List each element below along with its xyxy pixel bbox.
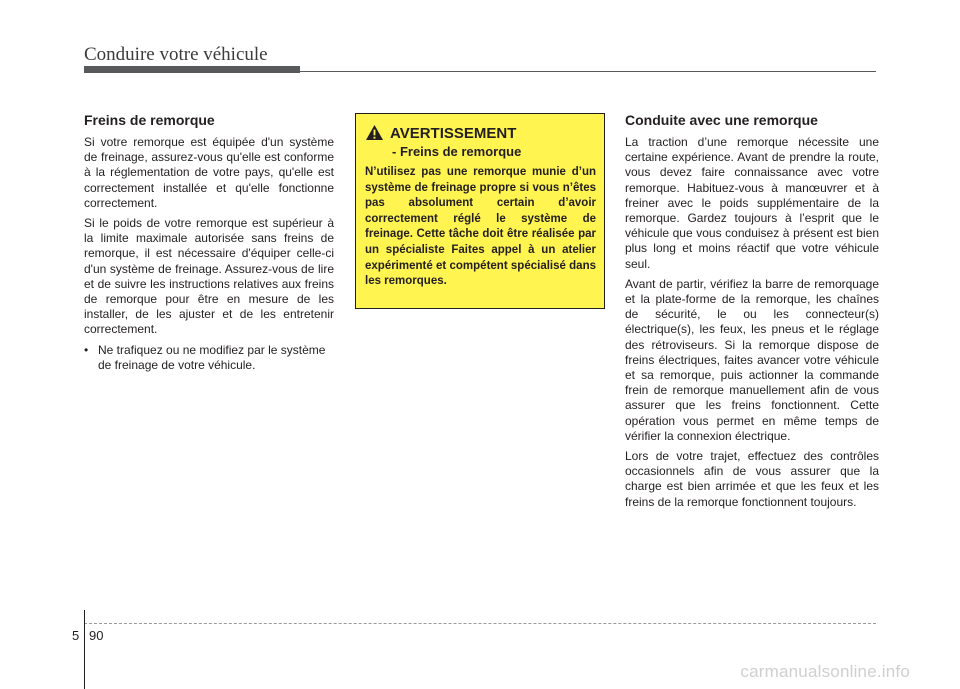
right-column — [625, 112, 879, 515]
header-rule-thin — [300, 71, 876, 72]
bullet-text: Ne trafiquez ou ne modifiez par le système de freinage de votre véhicule. — [98, 342, 326, 372]
warning-subtitle: - Freins de remorque — [392, 144, 522, 159]
warning-text: N’utilisez pas une remorque munie d’un système de freinage propre si vous n’êtes pas absolument certain d’avoir correctement réglé le système de freinage. Cette tâche doit être réalisée par un spécialiste Faites appel à un atelier expérimenté et compétent spécialisé dans les remorques. — [365, 166, 596, 288]
footer-divider — [84, 610, 85, 689]
section-heading-trailer-brakes: Freins de remorque — [84, 112, 215, 128]
bullet-item — [84, 343, 334, 373]
header-rule-thick — [84, 66, 300, 73]
paragraph: Avant de partir, vérifiez la barre de remorquage et la plate-forme de la remorque, les chaînes de sécurité, le ou les connecteur(s) électrique(s), les feux, les pneus et le réglage des rétroviseurs. Si la remorque dispose de freins électriques, faites avancer votre véhicule et sa remorque, puis actionner la commande frein de remorque manuellement afin de vous assurer que les freins fonctionnent. Cette opération vous permet en même temps de vérifier la connexion électrique. — [625, 276, 879, 443]
warning-triangle-icon — [365, 124, 384, 141]
bullet-mark: • — [84, 342, 89, 357]
warning-box — [355, 113, 605, 309]
paragraph: Si le poids de votre remorque est supérieur à la limite maximale autorisée sans freins de remorque, il est nécessaire d'équiper celle-ci d'un système de freinage. Assurez-vous de lire et de suivre les instructions relatives aux freins de remorque pour être en mesure de les installer, de les ajuster et de les entretenir correctement. — [84, 216, 334, 337]
section-heading-towing: Conduite avec une remorque — [625, 112, 818, 128]
left-column — [84, 112, 334, 373]
paragraph: Lors de votre trajet, effectuez des contrôles occasionnels afin de vous assurer que la charge est bien arrimée et que les feux et les freins de la remorque fonctionnent toujours. — [625, 449, 879, 509]
paragraph: Si votre remorque est équipée d'un système de freinage, assurez-vous qu'elle est conforme à la réglementation de votre pays, qu'elle est correctement installée et qu'elle fonctionne correctement. — [84, 135, 334, 210]
footer-dashed-rule — [84, 623, 876, 624]
page-number: 90 — [89, 628, 104, 643]
page-header-title: Conduire votre véhicule — [84, 44, 268, 65]
watermark: carmanualsonline.info — [740, 662, 910, 681]
warning-title: AVERTISSEMENT — [390, 125, 517, 142]
chapter-number: 5 — [72, 628, 80, 643]
paragraph: La traction d’une remorque nécessite une certaine expérience. Avant de prendre la route, vous devez faire connaissance avec votre remorque. Habituez-vous à manœuvrer et à freiner avec le poids supplémentaire de la remorque. Gardez toujours à l’esprit que le véhicule que vous conduisez à présent est bien plus long et moins réactif que votre véhicule seul. — [625, 135, 879, 271]
